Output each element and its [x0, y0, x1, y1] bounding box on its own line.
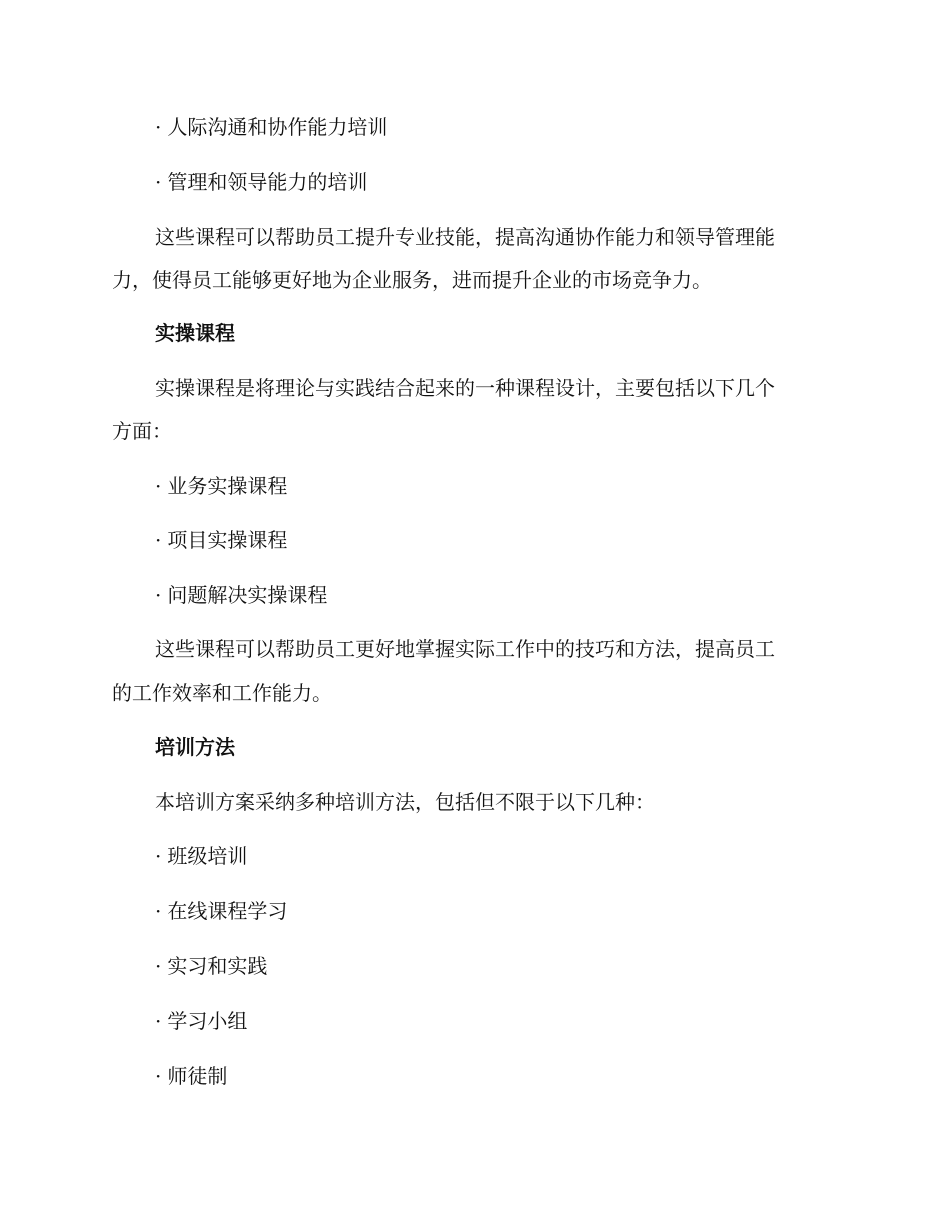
paragraph-line: 方面： — [112, 419, 172, 443]
bullet-icon: · — [155, 1009, 162, 1033]
bullet-icon: · — [155, 583, 162, 607]
list-item: · 学习小组 — [155, 1006, 875, 1036]
paragraph-line: 本培训方案采纳多种培训方法，包括但不限于以下几种： — [155, 790, 655, 814]
section-heading: 实操课程 — [155, 321, 235, 345]
list-item: · 实习和实践 — [155, 951, 875, 981]
paragraph-line: 力，使得员工能够更好地为企业服务，进而提升企业的市场竞争力。 — [112, 268, 712, 292]
list-item: · 师徒制 — [155, 1061, 875, 1091]
bullet-icon: · — [155, 115, 162, 139]
list-item: · 在线课程学习 — [155, 896, 875, 926]
bullet-icon: · — [155, 844, 162, 868]
list-item: · 项目实操课程 — [155, 525, 875, 555]
list-item: · 问题解决实操课程 — [155, 580, 875, 610]
list-item: · 人际沟通和协作能力培训 — [155, 112, 875, 142]
list-item: · 班级培训 — [155, 841, 875, 871]
bullet-icon: · — [155, 1064, 162, 1088]
list-item: · 业务实操课程 — [155, 471, 875, 501]
bullet-icon: · — [155, 170, 162, 194]
paragraph-line: 这些课程可以帮助员工更好地掌握实际工作中的技巧和方法，提高员工 — [155, 637, 775, 661]
paragraph-line: 的工作效率和工作能力。 — [112, 681, 332, 705]
paragraph-line: 实操课程是将理论与实践结合起来的一种课程设计，主要包括以下几个 — [155, 376, 775, 400]
bullet-icon: · — [155, 954, 162, 978]
bullet-icon: · — [155, 899, 162, 923]
paragraph-line: 这些课程可以帮助员工提升专业技能，提高沟通协作能力和领导管理能 — [155, 225, 775, 249]
list-item: · 管理和领导能力的培训 — [155, 167, 875, 197]
bullet-icon: · — [155, 474, 162, 498]
bullet-icon: · — [155, 528, 162, 552]
section-heading: 培训方法 — [155, 735, 235, 759]
